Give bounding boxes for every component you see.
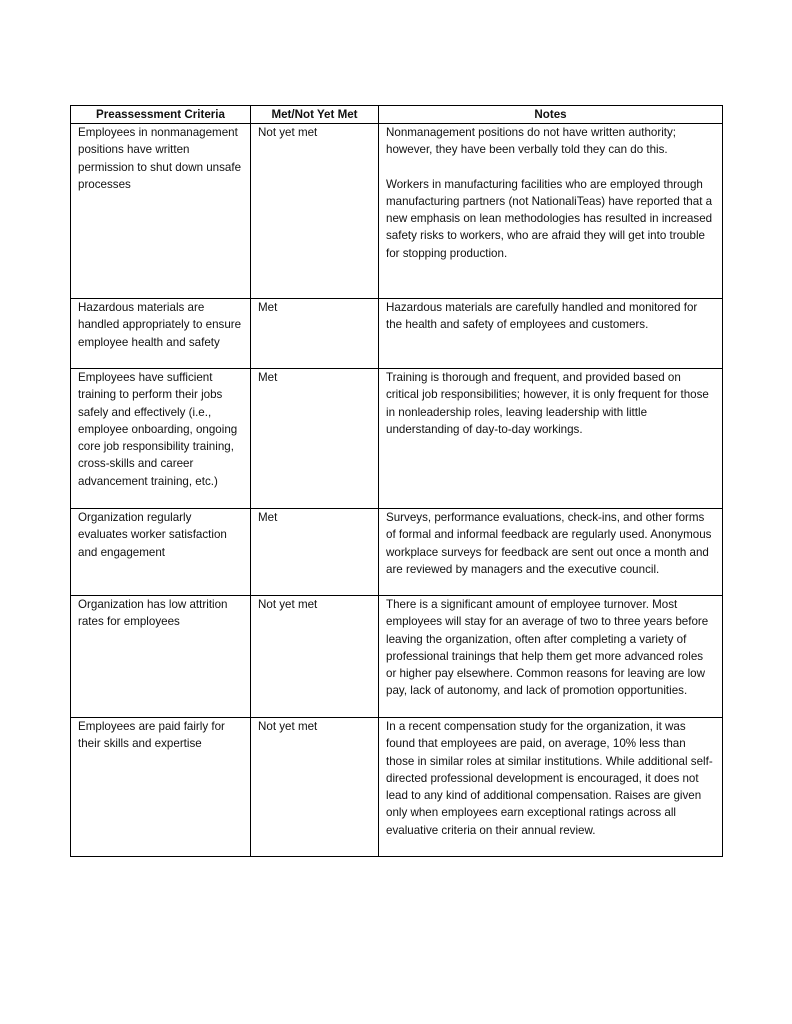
notes-cell [379, 718, 723, 857]
status-cell: Not yet met [251, 718, 379, 857]
status-cell: Met [251, 369, 379, 509]
status-cell: Met [251, 299, 379, 369]
notes-paragraph: In a recent compensation study for the organization, it was found that employees are paid, on average, 10% less than those in similar roles at similar institutions. While additional self-directed professional development is encouraged, it does not lead to any kind of additional compensation. Raises are given only when employees earn exceptional ratings across all evaluative criteria on their annual review. [386, 720, 713, 837]
notes-paragraph: Training is thorough and frequent, and provided based on critical job responsibilities; however, it is only frequent for those in nonleadership roles, leaving leadership with little understanding of day-to-day workings. [386, 371, 709, 436]
table-row [71, 509, 723, 596]
table-row [71, 369, 723, 509]
header-status: Met/Not Yet Met [251, 106, 379, 124]
criteria-cell: Hazardous materials are handled appropriately to ensure employee health and safety [71, 299, 251, 369]
table-row [71, 124, 723, 299]
header-row [71, 106, 723, 124]
table-row [71, 718, 723, 857]
status-cell: Met [251, 509, 379, 596]
table-header [71, 106, 723, 124]
status-cell: Not yet met [251, 596, 379, 718]
status-cell: Not yet met [251, 124, 379, 299]
criteria-cell: Employees in nonmanagement positions have written permission to shut down unsafe processes [71, 124, 251, 299]
notes-paragraph: Hazardous materials are carefully handled and monitored for the health and safety of employees and customers. [386, 301, 698, 332]
table-row [71, 299, 723, 369]
notes-cell [379, 596, 723, 718]
notes-cell [379, 299, 723, 369]
table-body [71, 124, 723, 857]
preassessment-table [70, 105, 723, 857]
notes-paragraph: Surveys, performance evaluations, check-ins, and other forms of formal and informal feedback are regularly used. Anonymous workplace surveys for feedback are sent out once a month and are reviewed by managers and the executive council. [386, 511, 712, 576]
table-row [71, 596, 723, 718]
header-criteria: Preassessment Criteria [71, 106, 251, 124]
notes-paragraph: Workers in manufacturing facilities who are employed through manufacturing partners (not NationaliTeas) have reported that a new emphasis on lean methodologies has resulted in increased safety risks to workers, who are afraid they will get into trouble for stopping production. [386, 177, 713, 260]
notes-paragraph: Nonmanagement positions do not have written authority; however, they have been verbally told they can do this. [386, 126, 677, 157]
header-notes: Notes [379, 106, 723, 124]
criteria-cell: Employees have sufficient training to perform their jobs safely and effectively (i.e., employee onboarding, ongoing core job responsibility training, cross-skills and career advancement training, etc.) [71, 369, 251, 509]
notes-paragraph: There is a significant amount of employee turnover. Most employees will stay for an average of two to three years before leaving the organization, often after completing a variety of professional trainings that help them get more advanced roles or higher pay elsewhere. Common reasons for leaving are low pay, lack of autonomy, and lack of promotion opportunities. [386, 598, 709, 698]
notes-cell [379, 124, 723, 299]
criteria-cell: Organization regularly evaluates worker satisfaction and engagement [71, 509, 251, 596]
notes-cell [379, 509, 723, 596]
notes-cell [379, 369, 723, 509]
criteria-cell: Employees are paid fairly for their skills and expertise [71, 718, 251, 857]
criteria-cell: Organization has low attrition rates for employees [71, 596, 251, 718]
